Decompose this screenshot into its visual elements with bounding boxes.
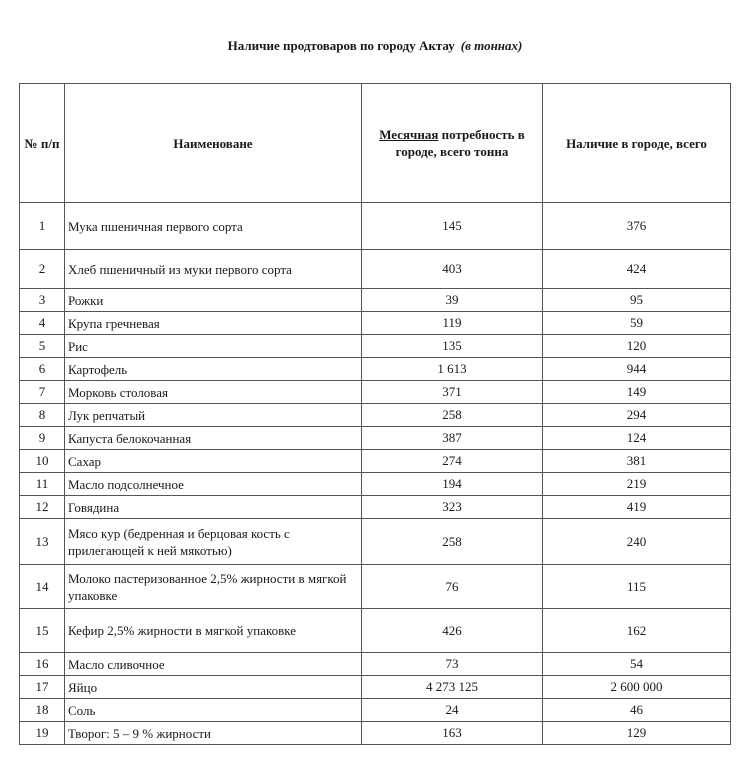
table-row: [20, 358, 731, 381]
row-name: Творог: 5 – 9 % жирности: [65, 722, 362, 745]
table-row: [20, 653, 731, 676]
table-row: [20, 699, 731, 722]
table-row: [20, 496, 731, 519]
header-need-rest: потребность в городе, всего тонна: [395, 127, 525, 159]
row-number: 3: [20, 289, 65, 312]
row-name: Соль: [65, 699, 362, 722]
row-name: Морковь столовая: [65, 381, 362, 404]
row-number: 9: [20, 427, 65, 450]
header-available: Наличие в городе, всего: [543, 84, 731, 203]
header-monthly-underlined: Месячная: [379, 127, 439, 142]
row-available: 376: [543, 203, 731, 250]
row-number: 6: [20, 358, 65, 381]
row-monthly-need: 403: [362, 250, 543, 289]
row-available: 129: [543, 722, 731, 745]
row-number: 10: [20, 450, 65, 473]
row-available: 120: [543, 335, 731, 358]
row-available: 240: [543, 519, 731, 565]
header-name: Наименоване: [65, 84, 362, 203]
row-name: Яйцо: [65, 676, 362, 699]
row-available: 54: [543, 653, 731, 676]
food-supply-table: [19, 83, 731, 745]
table-row: [20, 335, 731, 358]
row-name: Лук репчатый: [65, 404, 362, 427]
row-monthly-need: 135: [362, 335, 543, 358]
row-number: 16: [20, 653, 65, 676]
row-monthly-need: 426: [362, 609, 543, 653]
row-available: 381: [543, 450, 731, 473]
row-number: 8: [20, 404, 65, 427]
row-monthly-need: 371: [362, 381, 543, 404]
row-available: 162: [543, 609, 731, 653]
row-monthly-need: 76: [362, 565, 543, 609]
row-name: Крупа гречневая: [65, 312, 362, 335]
row-available: 149: [543, 381, 731, 404]
row-monthly-need: 4 273 125: [362, 676, 543, 699]
row-number: 4: [20, 312, 65, 335]
table-row: [20, 381, 731, 404]
header-row: [20, 84, 731, 203]
row-number: 14: [20, 565, 65, 609]
row-name: Масло подсолнечное: [65, 473, 362, 496]
row-monthly-need: 39: [362, 289, 543, 312]
table-row: [20, 404, 731, 427]
table-row: [20, 450, 731, 473]
table-row: [20, 565, 731, 609]
row-number: 12: [20, 496, 65, 519]
row-available: 124: [543, 427, 731, 450]
row-monthly-need: 274: [362, 450, 543, 473]
row-number: 15: [20, 609, 65, 653]
row-monthly-need: 258: [362, 404, 543, 427]
table-row: [20, 473, 731, 496]
row-number: 13: [20, 519, 65, 565]
row-monthly-need: 323: [362, 496, 543, 519]
row-number: 19: [20, 722, 65, 745]
row-name: Рожки: [65, 289, 362, 312]
row-monthly-need: 119: [362, 312, 543, 335]
row-name: Молоко пастеризованное 2,5% жирности в мягкой упаковке: [65, 565, 362, 609]
row-available: 59: [543, 312, 731, 335]
row-name: Мясо кур (бедренная и берцовая кость с прилегающей к ней мякотью): [65, 519, 362, 565]
row-monthly-need: 24: [362, 699, 543, 722]
row-available: 115: [543, 565, 731, 609]
row-monthly-need: 194: [362, 473, 543, 496]
table-row: [20, 250, 731, 289]
row-name: Рис: [65, 335, 362, 358]
row-monthly-need: 73: [362, 653, 543, 676]
row-number: 18: [20, 699, 65, 722]
row-name: Кефир 2,5% жирности в мягкой упаковке: [65, 609, 362, 653]
row-name: Масло сливочное: [65, 653, 362, 676]
document-title: [0, 38, 750, 54]
table-row: [20, 722, 731, 745]
table-row: [20, 519, 731, 565]
table-row: [20, 427, 731, 450]
header-number: № п/п: [20, 84, 65, 203]
row-name: Капуста белокочанная: [65, 427, 362, 450]
row-monthly-need: 387: [362, 427, 543, 450]
title-unit: (в тоннах): [460, 38, 523, 53]
table-row: [20, 203, 731, 250]
table-row: [20, 676, 731, 699]
row-name: Говядина: [65, 496, 362, 519]
table-row: [20, 609, 731, 653]
row-available: 294: [543, 404, 731, 427]
header-monthly-need: [362, 84, 543, 203]
row-monthly-need: 1 613: [362, 358, 543, 381]
row-available: 95: [543, 289, 731, 312]
table-row: [20, 289, 731, 312]
table-row: [20, 312, 731, 335]
row-number: 17: [20, 676, 65, 699]
row-number: 5: [20, 335, 65, 358]
row-number: 2: [20, 250, 65, 289]
row-name: Мука пшеничная первого сорта: [65, 203, 362, 250]
row-number: 7: [20, 381, 65, 404]
row-name: Сахар: [65, 450, 362, 473]
row-monthly-need: 163: [362, 722, 543, 745]
row-available: 419: [543, 496, 731, 519]
row-monthly-need: 145: [362, 203, 543, 250]
row-available: 2 600 000: [543, 676, 731, 699]
row-name: Хлеб пшеничный из муки первого сорта: [65, 250, 362, 289]
row-available: 424: [543, 250, 731, 289]
title-text: Наличие продтоваров по городу Актау: [227, 38, 455, 53]
row-monthly-need: 258: [362, 519, 543, 565]
row-name: Картофель: [65, 358, 362, 381]
row-available: 944: [543, 358, 731, 381]
row-number: 11: [20, 473, 65, 496]
row-available: 219: [543, 473, 731, 496]
row-available: 46: [543, 699, 731, 722]
row-number: 1: [20, 203, 65, 250]
